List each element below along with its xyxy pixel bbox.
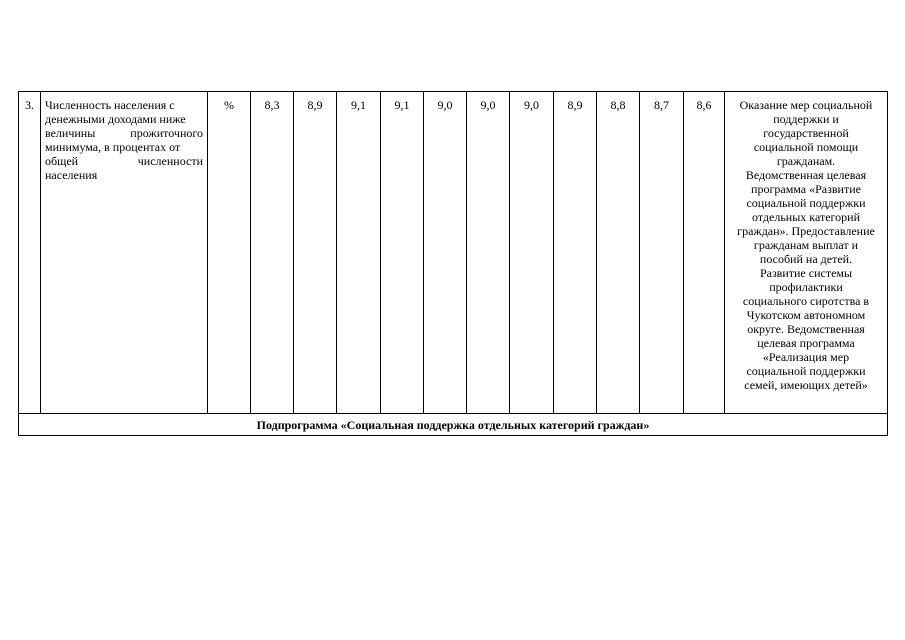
value-cell: 8,3 (251, 92, 294, 414)
value-cell: 8,9 (554, 92, 597, 414)
value-cell: 9,1 (337, 92, 381, 414)
measures-line: пособий на детей. (759, 252, 853, 266)
indicator-table (18, 91, 888, 436)
subprogram-title: Подпрограмма «Социальная поддержка отдельных категорий граждан» (19, 414, 888, 436)
measures-line: Ведомственная целевая (745, 168, 867, 182)
measures-line: отдельных категорий (751, 210, 860, 224)
table-row (19, 414, 888, 436)
indicator-line: населения (45, 168, 98, 182)
measures-line: целевая программа (757, 336, 855, 350)
value-cell: 8,8 (597, 92, 640, 414)
measures-line: социальной помощи (753, 140, 859, 154)
measures-line: социальной поддержки (746, 364, 866, 378)
indicator-name (41, 92, 208, 414)
measures-cell (725, 92, 888, 414)
indicator-line: величины прожиточного (45, 126, 203, 140)
value-cell: 8,9 (294, 92, 337, 414)
measures-line: «Реализация мер (762, 350, 850, 364)
indicator-line: денежными доходами ниже (45, 112, 186, 126)
measures-line: Развитие системы (759, 266, 853, 280)
measures-line: профилактики (769, 280, 843, 294)
measures-line: Чукотском автономном (746, 308, 866, 322)
measures-line: поддержки и (773, 112, 839, 126)
measures-line: округе. Ведомственная (747, 322, 865, 336)
table-row (19, 92, 888, 414)
value-cell: 9,0 (510, 92, 554, 414)
value-cell: 9,0 (467, 92, 510, 414)
value-cell: 8,6 (684, 92, 725, 414)
row-number: 3. (19, 92, 41, 414)
indicator-line: Численность населения с (45, 98, 175, 112)
measures-line: государственной (763, 126, 849, 140)
value-cell: 9,0 (424, 92, 467, 414)
value-cell: 9,1 (381, 92, 424, 414)
indicator-line: минимума, в процентах от (45, 140, 181, 154)
measures-line: социального сиротства в (742, 294, 870, 308)
measures-line: гражданам выплат и (753, 238, 859, 252)
measures-line: Оказание мер социальной (739, 98, 873, 112)
measures-line: программа «Развитие (751, 182, 861, 196)
measures-line: гражданам. (776, 154, 836, 168)
indicator-line: общей численности (45, 154, 203, 168)
measures-line: семей, имеющих детей» (744, 378, 868, 392)
unit-cell: % (208, 92, 251, 414)
measures-line: социальной поддержки (746, 196, 866, 210)
value-cell: 8,7 (640, 92, 684, 414)
measures-line: граждан». Предоставление (737, 224, 875, 238)
